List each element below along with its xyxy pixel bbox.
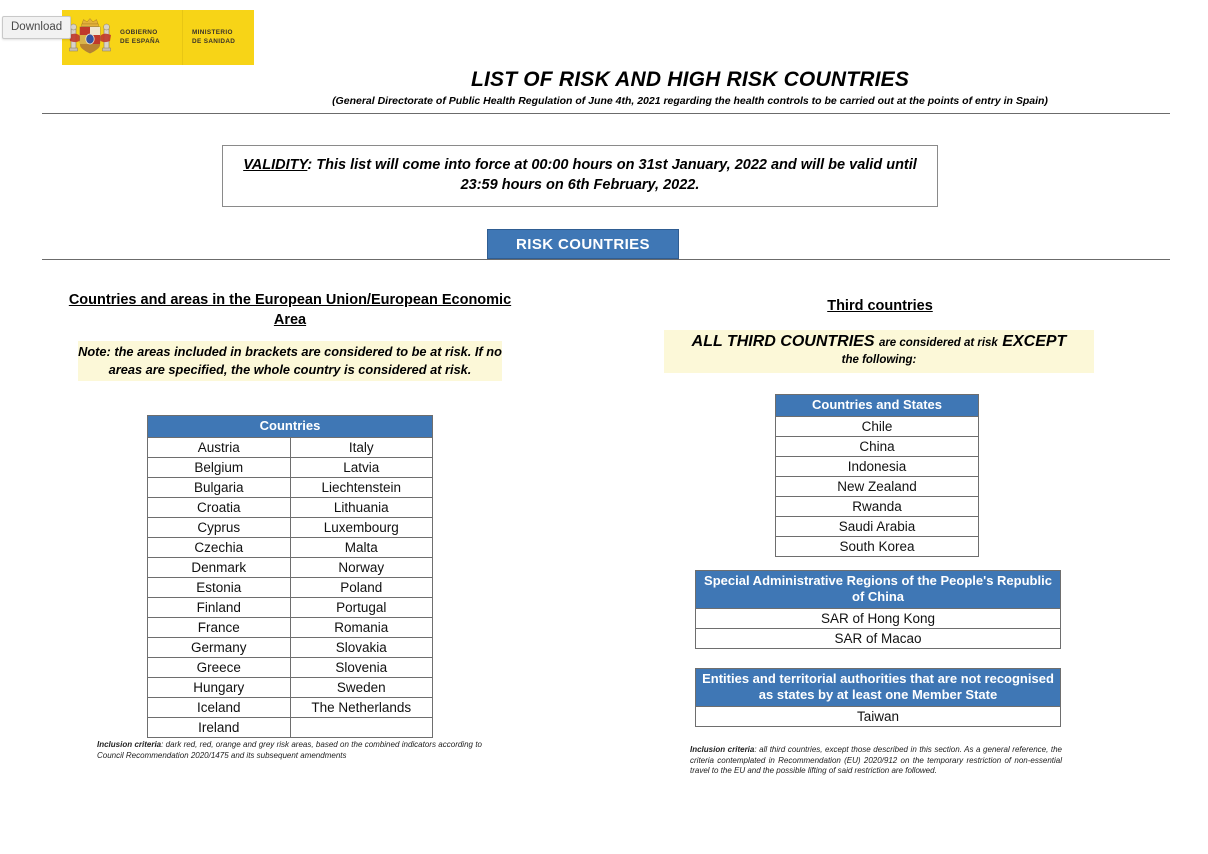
third-footnote-text: : all third countries, except those described in this section. As a general reference, the criteria contemplated in Recommendation (EU) 2020/912 on the temporary restriction of non-essential travel to the EU and the possible lifting of said restriction are followed. bbox=[690, 745, 1062, 775]
country-cell: Slovakia bbox=[290, 638, 433, 658]
country-cell: Austria bbox=[148, 438, 291, 458]
entity-cell: Taiwan bbox=[696, 707, 1061, 727]
sar-table-body bbox=[696, 609, 1061, 649]
state-cell: Indonesia bbox=[776, 457, 979, 477]
risk-countries-banner: RISK COUNTRIES bbox=[487, 229, 679, 259]
country-cell: Latvia bbox=[290, 458, 433, 478]
country-cell: Norway bbox=[290, 558, 433, 578]
country-cell: Germany bbox=[148, 638, 291, 658]
country-cell: Finland bbox=[148, 598, 291, 618]
country-cell: Bulgaria bbox=[148, 478, 291, 498]
validity-text: : This list will come into force at 00:00 hours on 31st January, 2022 and will be valid until 23:59 hours on 6th February, 2022. bbox=[307, 157, 917, 193]
sar-cell: SAR of Hong Kong bbox=[696, 609, 1061, 629]
table-row bbox=[148, 518, 433, 538]
state-cell: South Korea bbox=[776, 537, 979, 557]
sar-table-header: Special Administrative Regions of the People's Republic of China bbox=[696, 571, 1061, 609]
table-header-row bbox=[696, 571, 1061, 609]
note-considered-at-risk: are considered at risk bbox=[878, 337, 998, 349]
table-header-row bbox=[148, 416, 433, 438]
country-cell: Belgium bbox=[148, 458, 291, 478]
country-cell: Ireland bbox=[148, 718, 291, 738]
third-footnote-label: Inclusion criteria bbox=[690, 745, 755, 754]
country-cell: Cyprus bbox=[148, 518, 291, 538]
logo-divider bbox=[182, 10, 183, 65]
country-cell: Liechtenstein bbox=[290, 478, 433, 498]
table-row bbox=[148, 578, 433, 598]
country-cell: Romania bbox=[290, 618, 433, 638]
sar-china-table bbox=[695, 570, 1061, 649]
third-countries-note bbox=[664, 330, 1094, 373]
header-divider bbox=[42, 113, 1170, 114]
table-row bbox=[148, 638, 433, 658]
note-except: EXCEPT bbox=[1002, 333, 1067, 350]
states-table-header: Countries and States bbox=[776, 395, 979, 417]
table-row bbox=[776, 537, 979, 557]
table-row bbox=[148, 658, 433, 678]
eu-section-heading: Countries and areas in the European Union/European Economic Area bbox=[68, 292, 512, 328]
table-row bbox=[148, 478, 433, 498]
country-cell: Slovenia bbox=[290, 658, 433, 678]
entities-table-header: Entities and territorial authorities that are not recognised as states by at least one Member State bbox=[696, 669, 1061, 707]
eu-countries-table bbox=[147, 415, 433, 738]
country-cell: Greece bbox=[148, 658, 291, 678]
page-subtitle: (General Directorate of Public Health Regulation of June 4th, 2021 regarding the health controls to be carried out at the points of entry in Spain) bbox=[332, 95, 1048, 107]
sar-cell: SAR of Macao bbox=[696, 629, 1061, 649]
eu-footnote-text: : dark red, red, orange and grey risk areas, based on the combined indicators according to Council Recommendation 2020/1475 and its subsequent amendments bbox=[97, 740, 482, 760]
note-the-following: the following: bbox=[841, 354, 917, 366]
table-row bbox=[148, 718, 433, 738]
validity-box bbox=[222, 145, 938, 207]
country-cell: Portugal bbox=[290, 598, 433, 618]
country-cell bbox=[290, 718, 433, 738]
table-row bbox=[148, 678, 433, 698]
countries-and-states-table bbox=[775, 394, 979, 557]
eu-table-body bbox=[148, 438, 433, 738]
table-row bbox=[148, 698, 433, 718]
spain-government-logo bbox=[62, 10, 254, 65]
country-cell: Estonia bbox=[148, 578, 291, 598]
third-countries-heading: Third countries bbox=[827, 298, 933, 314]
table-row bbox=[148, 598, 433, 618]
unrecognised-entities-table bbox=[695, 668, 1061, 727]
country-cell: The Netherlands bbox=[290, 698, 433, 718]
state-cell: China bbox=[776, 437, 979, 457]
table-row bbox=[148, 558, 433, 578]
table-row bbox=[148, 618, 433, 638]
country-cell: Croatia bbox=[148, 498, 291, 518]
country-cell: Luxembourg bbox=[290, 518, 433, 538]
note-all-third-countries: ALL THIRD COUNTRIES bbox=[691, 333, 875, 350]
country-cell: Hungary bbox=[148, 678, 291, 698]
state-cell: Chile bbox=[776, 417, 979, 437]
table-row bbox=[776, 437, 979, 457]
table-row bbox=[148, 538, 433, 558]
download-button[interactable]: Download bbox=[2, 16, 71, 39]
table-row bbox=[148, 438, 433, 458]
country-cell: Poland bbox=[290, 578, 433, 598]
table-row bbox=[148, 458, 433, 478]
table-row bbox=[776, 497, 979, 517]
country-cell: Iceland bbox=[148, 698, 291, 718]
table-row bbox=[696, 629, 1061, 649]
eu-footnote-label: Inclusion criteria bbox=[97, 740, 162, 749]
logo-gobierno-text: GOBIERNO DE ESPAÑA bbox=[120, 29, 160, 45]
section-divider bbox=[42, 259, 1170, 260]
states-table-body bbox=[776, 417, 979, 557]
logo-ministerio-text: MINISTERIO DE SANIDAD bbox=[192, 29, 236, 45]
table-header-row bbox=[776, 395, 979, 417]
state-cell: New Zealand bbox=[776, 477, 979, 497]
table-row bbox=[776, 457, 979, 477]
table-row bbox=[776, 477, 979, 497]
table-row bbox=[696, 707, 1061, 727]
eu-inclusion-criteria-footnote bbox=[97, 740, 482, 761]
country-cell: France bbox=[148, 618, 291, 638]
page-title: LIST OF RISK AND HIGH RISK COUNTRIES bbox=[470, 68, 910, 91]
country-cell: Czechia bbox=[148, 538, 291, 558]
country-cell: Lithuania bbox=[290, 498, 433, 518]
state-cell: Rwanda bbox=[776, 497, 979, 517]
country-cell: Sweden bbox=[290, 678, 433, 698]
coat-of-arms-icon bbox=[67, 17, 113, 59]
country-cell: Italy bbox=[290, 438, 433, 458]
eu-section-note: Note: the areas included in brackets are considered to be at risk. If no areas are specified, the whole country is considered at risk. bbox=[78, 341, 502, 381]
table-row bbox=[696, 609, 1061, 629]
table-row bbox=[776, 417, 979, 437]
state-cell: Saudi Arabia bbox=[776, 517, 979, 537]
eu-table-header: Countries bbox=[148, 416, 433, 438]
table-row bbox=[776, 517, 979, 537]
entities-table-body bbox=[696, 707, 1061, 727]
table-header-row bbox=[696, 669, 1061, 707]
country-cell: Denmark bbox=[148, 558, 291, 578]
validity-label: VALIDITY bbox=[243, 157, 308, 173]
third-countries-inclusion-criteria-footnote bbox=[690, 745, 1062, 777]
table-row bbox=[148, 498, 433, 518]
country-cell: Malta bbox=[290, 538, 433, 558]
